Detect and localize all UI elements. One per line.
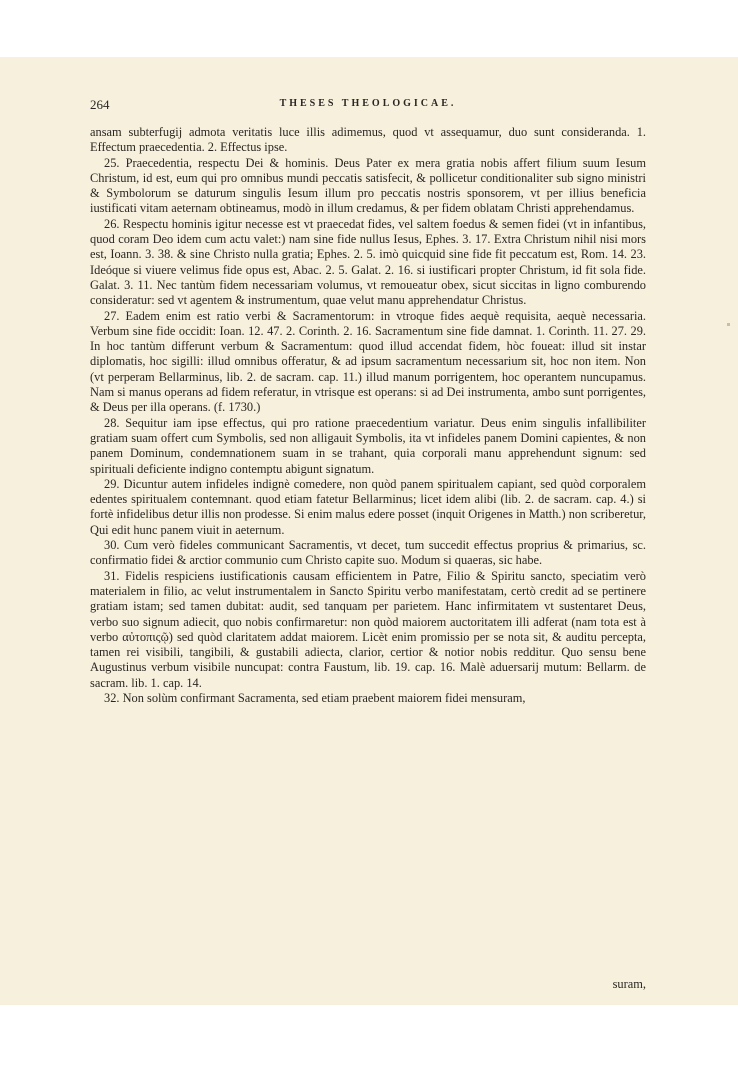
page-header <box>90 97 646 113</box>
paragraph-32: 32. Non solùm confirmant Sacramenta, sed etiam praebent maiorem fidei mensuram, <box>104 690 526 705</box>
paragraph-29: 29. Dicuntur autem infideles indignè comedere, non quòd panem spiritualem capiant, sed quòd corporalem edentes spiritualem contemnant. quod etiam fatetur Bellarminus; licet idem alibi (lib. 2. de sacram. cap. 4.) si fortè infidelibus detur illis non prodesse. Si enim malus edere posset (inquit Origenes in Matth.) non scriberetur, Qui edit hunc panem viuit in aeternum. <box>90 476 646 537</box>
body-text <box>90 125 646 706</box>
paragraph-continuation: ansam subterfugij admota veritatis luce illis adimemus, quod vt assequamur, duo sunt consideranda. 1. Effectum praecedentia. 2. Effectus ipse. <box>90 125 646 155</box>
paragraph-26: 26. Respectu hominis igitur necesse est vt praecedat fides, vel saltem foedus & semen fidei (vt in infantibus, quod coram Deo idem cum actu valet:) nam sine fide nullus Iesus, Ephes. 3. 17. Extra Christum nihil nisi mors est, Ioann. 3. 38. & sine Christo nulla gratia; Ephes. 2. 5. imò quicquid sine fide fit peccatum est, Rom. 14. 23. Ideóque si viuere velimus fide opus est, Abac. 2. 5. Galat. 2. 16. si iustificari propter Christum, id fit sola fide. Galat. 3. 11. Nec tantùm fidem necessariam volumus, vt remoueatur obex, sicut siccitas in ligno comburendo consideratur: sed vt agentem & instrumentum, quae velut manu apprehendatur Christus. <box>90 216 646 308</box>
paragraph-27: 27. Eadem enim est ratio verbi & Sacramentorum: in vtroque fides aequè requisita, aequè necessaria. Verbum sine fide occidit: Ioan. 12. 47. 2. Corinth. 2. 16. Sacramentum sine fide damnat. 1. Corinth. 11. 27. 29. In hoc tantùm differunt verbum & Sacramentum: quod illud accendat fidem, hòc foueat: illud sit instar diplomatis, hoc sigilli: illud omnibus offeratur, & ad ipsum sacramentum necessarium sit, hoc non item. Non (vt perperam Bellarminus, lib. 2. de sacram. cap. 11.) illud manum porrigentem, hoc operantem nuncupamus. Nam si manus operans ad fidem referatur, in vtrisque est operans: si ad Dei instrumenta, ambo sunt porrigentes, & Deus per illa operans. (f. 1730.) <box>90 308 646 415</box>
page-number: 264 <box>90 97 110 112</box>
paragraph-28: 28. Sequitur iam ipse effectus, qui pro ratione praecedentium variatur. Deus enim singulis infallibiliter gratiam suam offert cum Symbolis, sed non alligauit Symbolis, ita vt infideles panem Domini capientes, & non panem Dominum, condemnationem suam in se trahant, quia corporali manu apprehendunt signum: sed spirituali deficiente indigno contemptu abigunt signatum. <box>90 415 646 476</box>
catchword: suram, <box>612 977 646 991</box>
margin-mark <box>727 323 730 326</box>
running-title: THESES THEOLOGICAE. <box>279 98 457 109</box>
book-page <box>0 57 738 1005</box>
paragraph-25: 25. Praecedentia, respectu Dei & hominis. Deus Pater ex mera gratia nobis affert filium suum Iesum Christum, id est, eum qui pro omnibus mundi peccatis satisfecit, & pollicetur conditionaliter sub signo ministri & Symbolorum se daturum singulis Iesum illum pro peccatis nostris sponsorem, vt per illius beneficia iustificati vitam aeternam obtineamus, modò in illum credamus, & per fidem oblatam Christi apprehendamus. <box>90 155 646 216</box>
paragraph-31: 31. Fidelis respiciens iustificationis causam efficientem in Patre, Filio & Spiritu sancto, speciatim verò materialem in filio, ac velut instrumentalem in Sancto Spiritu verbo manifestatam, certò credit ad se pertinere gratiam istam; sed tamen dubitat: audit, sed tanquam per parietem. Hanc infirmitatem vt sustentaret Deus, verbo suo signum adiecit, quo nobis confirmaretur: non quòd maiorem auctoritatem illi adferat (nam tota est à verbo αὐτοπιςῷ) sed quòd claritatem addat maiorem. Licèt enim promissio per se nota sit, & auditu percepta, tamen rei visibili, tangibili, & gustabili adiecta, clarior, certior & notior nobis redditur. Quo sensu bene Augustinus verbum visibile nuncupat: contra Faustum, lib. 19. cap. 16. Malè aduersarij mutum: Bellarm. de sacram. lib. 1. cap. 14. <box>90 568 646 690</box>
paragraph-30: 30. Cum verò fideles communicant Sacramentis, vt decet, tum succedit effectus proprius & primarius, sc. confirmatio fidei & arctior communio cum Christo capite suo. Modum si quaeras, sic habe. <box>90 538 646 568</box>
